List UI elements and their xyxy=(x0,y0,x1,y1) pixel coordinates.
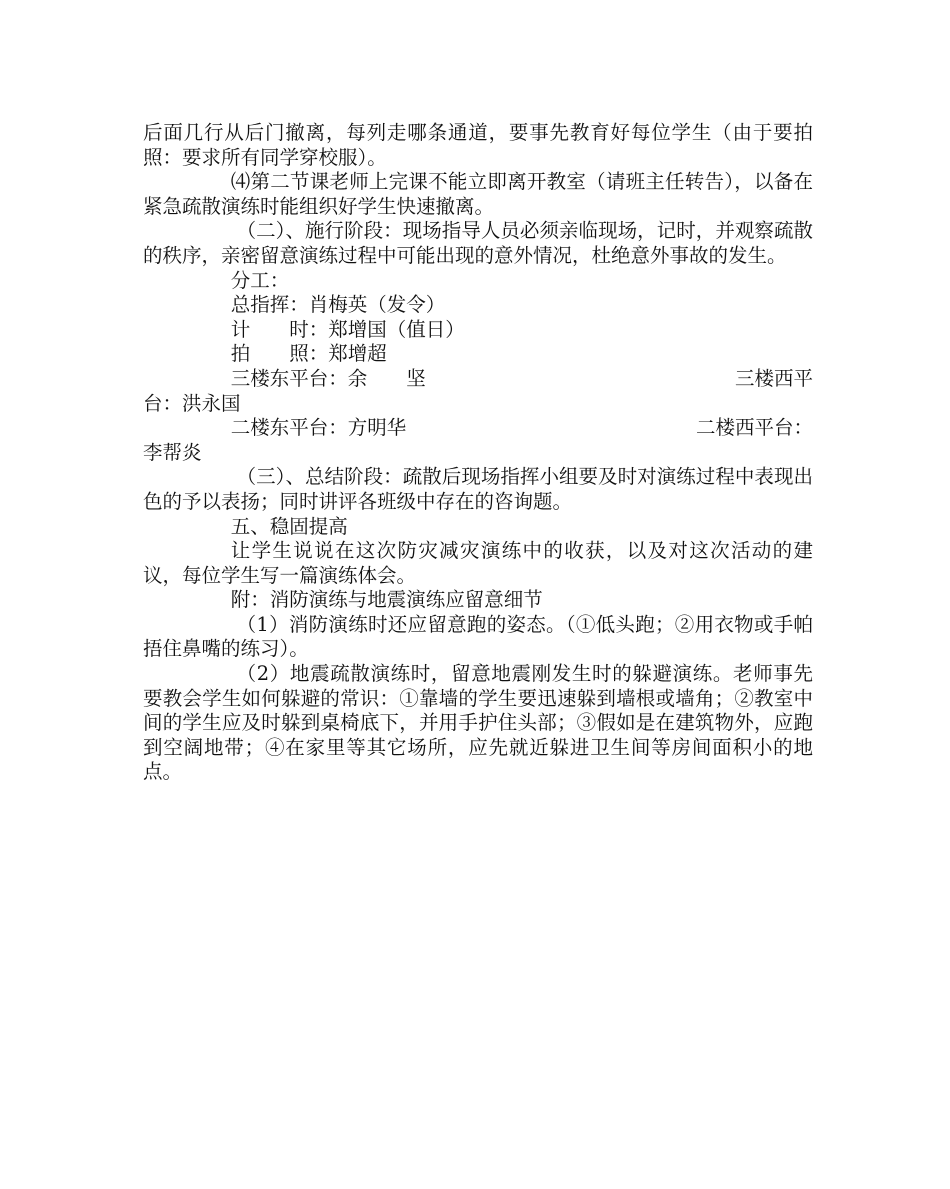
floor2-west-platform-tail: 李帮炎 xyxy=(143,440,202,464)
floor3-assignment-line xyxy=(143,367,813,392)
floor2-west-platform-head: 二楼西平台： xyxy=(695,416,813,440)
floor2-east-platform: 二楼东平台：方明华 xyxy=(230,416,407,440)
paragraph-earthquake-drill-notes: （2）地震疏散演练时，留意地震刚发生时的躲避演练。老师事先要教会学生如何躲避的常识：①靠墙的学生要迅速躲到墙根或墙角；②教室中间的学生应及时躲到桌椅底下，并用手护住头部；③假如是在建筑物外，应跑到空阔地带；④在家里等其它场所，应先就近躲进卫生间等房间面积小的地点。 xyxy=(143,662,813,784)
floor3-west-platform-head: 三楼西平 xyxy=(734,366,813,390)
floor3-east-platform: 三楼东平台：余 坚 xyxy=(230,366,426,390)
paragraph-photographer: 拍 照：郑增超 xyxy=(230,342,387,366)
paragraph-fire-drill-notes: （1）消防演练时还应留意跑的姿态。（①低头跑；②用衣物或手帕捂住鼻嘴的练习）。 xyxy=(143,612,813,661)
paragraph-division-heading: 分工： xyxy=(230,268,290,292)
paragraph-teacher-stay: ⑷第二节课老师上完课不能立即离开教室（请班主任转告），以备在紧急疏散演练时能组织好学生快速撤离。 xyxy=(143,170,813,218)
paragraph-evacuation-route: 后面几行从后门撤离，每列走哪条通道，要事先教育好每位学生（由于要拍照：要求所有同学穿校服）。 xyxy=(143,121,813,169)
paragraph-timekeeper: 计 时：郑增国（值日） xyxy=(230,317,465,341)
paragraph-section-five-heading: 五、稳固提高 xyxy=(230,514,348,538)
paragraph-execution-stage: （二）、施行阶段：现场指导人员必须亲临现场，记时，并观察疏散的秩序，亲密留意演练过程中可能出现的意外情况，杜绝意外事故的发生。 xyxy=(143,219,813,267)
document-page xyxy=(143,121,813,785)
floor2-assignment-line xyxy=(143,416,813,441)
paragraph-commander: 总指挥：肖梅英（发令） xyxy=(230,293,446,317)
paragraph-appendix-heading: 附：消防演练与地震演练应留意细节 xyxy=(230,588,543,612)
floor3-west-platform-tail: 台：洪永国 xyxy=(143,391,241,415)
paragraph-student-reflection: 让学生说说在这次防灾减灾演练中的收获，以及对这次活动的建议，每位学生写一篇演练体会。 xyxy=(143,539,813,587)
paragraph-summary-stage: （三）、总结阶段：疏散后现场指挥小组要及时对演练过程中表现出色的予以表扬；同时讲评各班级中存在的咨询题。 xyxy=(143,465,813,513)
